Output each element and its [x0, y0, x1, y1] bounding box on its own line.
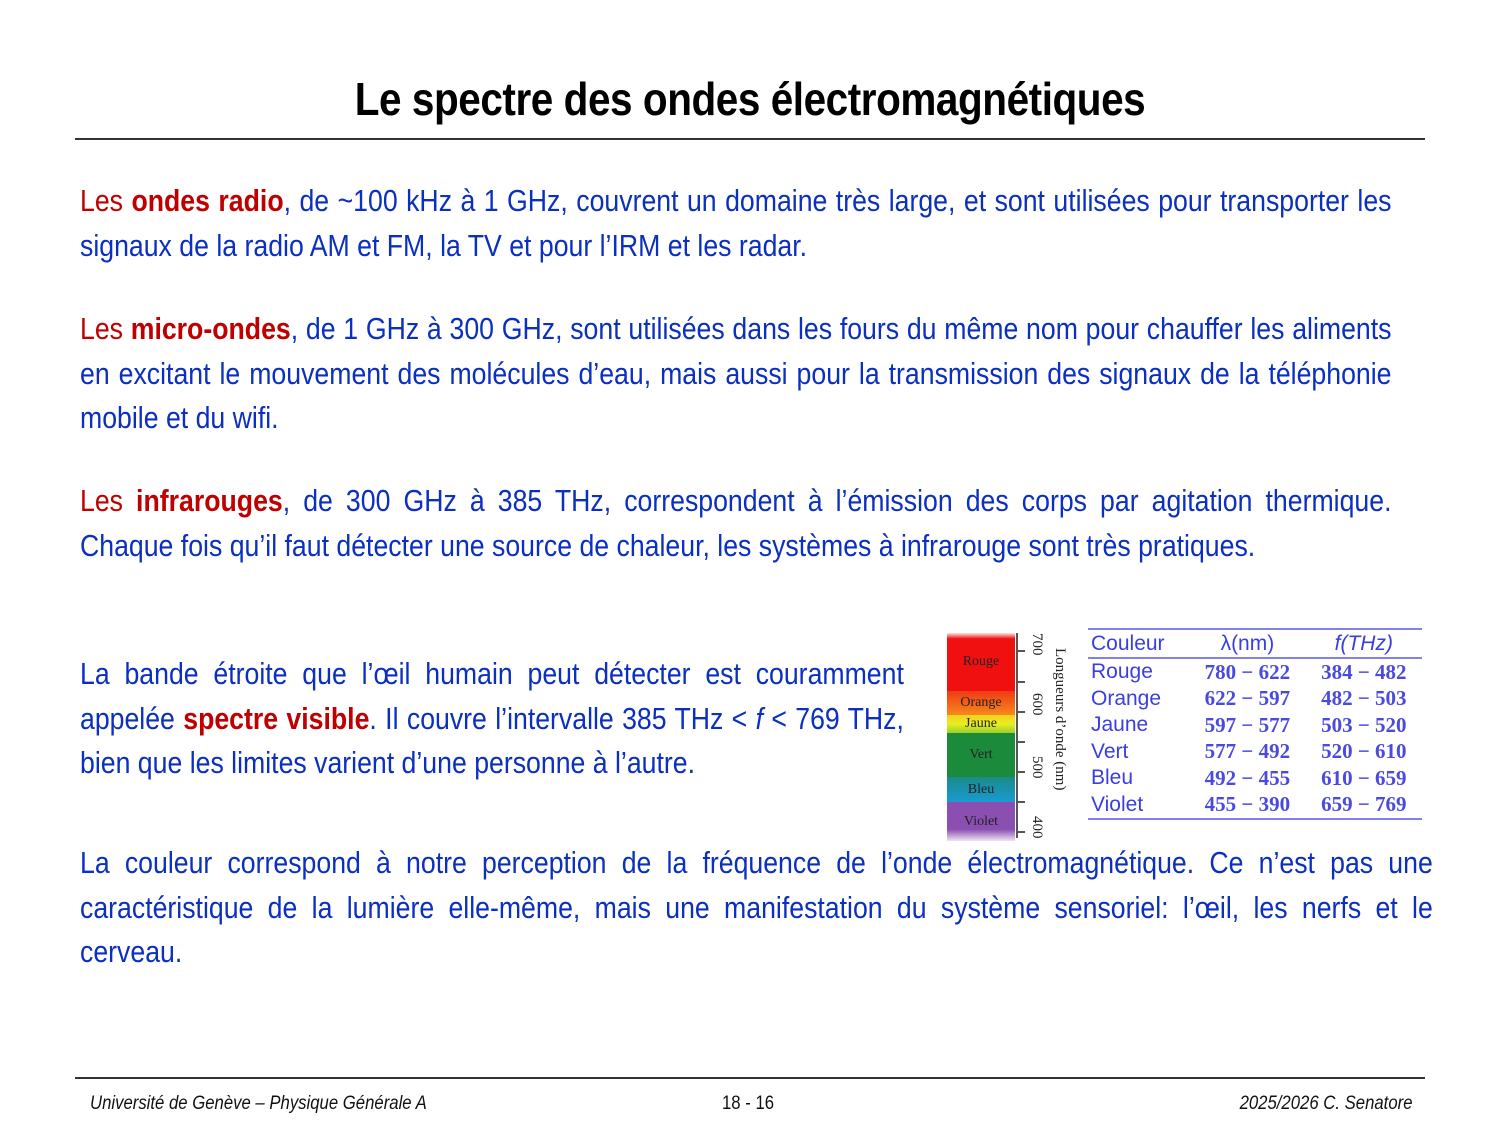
paragraph-body: , de 1 GHz à 300 GHz, sont utilisées dans les fours du même nom pour chauffer les aliments en excitant le mouvement des molécules d’eau, mais aussi pour la transmission des signaux de la téléphonie mobile et du wifi. — [80, 311, 1392, 435]
slide-title: Le spectre des ondes électromagnétiques — [354, 73, 1146, 125]
band-bleu — [947, 777, 1015, 802]
paragraph-body: La couleur correspond à notre perception de la fréquence de l’onde électromagnétique. Ce n’est pas une caractéristique de la lumière elle-même, mais une manifestation du système sensoriel: l’œil, les nerfs et le cerveau. — [80, 845, 1433, 969]
paragraph-infrared — [80, 479, 1500, 568]
term-spectre-visible: spectre visible — [183, 700, 370, 736]
term-micro-ondes: micro-ondes — [130, 311, 291, 346]
axis-tick-label: 400 — [1029, 816, 1045, 839]
table-cell: 780 − 622 — [1204, 659, 1291, 684]
table-row — [1088, 658, 1422, 686]
table-row — [1088, 686, 1422, 713]
footer-author-year: 2025/2026 C. Senatore — [1239, 1093, 1412, 1114]
table-cell: Rouge — [1091, 660, 1153, 684]
band-label: Violet — [963, 813, 999, 829]
table-cell: Jaune — [1091, 713, 1149, 737]
table-cell: Orange — [1091, 686, 1162, 710]
paragraph-lead: Les — [80, 483, 137, 518]
frequency-variable: f — [755, 700, 764, 736]
title-divider — [75, 138, 1425, 140]
band-label: Bleu — [967, 781, 995, 797]
band-rouge — [947, 633, 1015, 691]
band-label: Vert — [969, 747, 993, 762]
band-label: Jaune — [965, 716, 997, 731]
table-row — [1088, 765, 1422, 792]
paragraph-body: , de ~100 kHz à 1 GHz, couvrent un domaine très large, et sont utilisées pour transporter les signaux de la radio AM et FM, la TV et pour l’IRM et les radar. — [80, 183, 1392, 263]
paragraph-color-perception — [80, 841, 1500, 975]
table-cell: 492 − 455 — [1204, 765, 1291, 790]
table-header-row — [1088, 629, 1422, 658]
footer-institution: Université de Genève – Physique Générale A — [90, 1093, 427, 1114]
band-jaune — [947, 715, 1015, 733]
paragraph-lead: La bande étroite que l’œil humain peut détecter est couramment appelée — [80, 656, 904, 736]
band-violet — [947, 802, 1015, 841]
table-cell: 577 − 492 — [1204, 739, 1291, 764]
axis-tick — [1016, 681, 1025, 683]
table-cell: 597 − 577 — [1204, 712, 1291, 737]
table-row — [1088, 792, 1422, 820]
axis-tick — [1016, 711, 1025, 713]
table-cell: 384 − 482 — [1321, 659, 1407, 684]
footer-page-number: 18 - 16 — [722, 1093, 775, 1114]
paragraph-body: < 769 THz, bien que les limites varient d’une personne à l’autre. — [80, 700, 904, 780]
table-cell: Bleu — [1091, 766, 1134, 790]
color-wavelength-frequency-table — [1088, 628, 1422, 820]
paragraph-lead: Les — [80, 311, 131, 346]
column-header-couleur: Couleur — [1088, 629, 1189, 658]
paragraph-lead: Les — [80, 183, 132, 218]
table-row — [1088, 739, 1422, 766]
table-cell: 503 − 520 — [1321, 712, 1407, 737]
column-header-wavelength: λ(nm) — [1189, 629, 1305, 658]
table-cell: Vert — [1091, 739, 1129, 763]
axis-title: Longueurs d’onde (nm) — [1052, 648, 1068, 791]
paragraph-mid: . Il couvre l’intervalle 385 THz < — [369, 700, 756, 736]
axis-tick-label: 700 — [1029, 633, 1045, 656]
table-cell: 482 − 503 — [1321, 686, 1407, 711]
wavelength-axis — [1016, 633, 1018, 838]
term-ondes-radio: ondes radio — [131, 183, 284, 218]
paragraph-radio-waves — [80, 179, 1500, 268]
table-cell: 622 − 597 — [1204, 686, 1291, 711]
table-cell: 610 − 659 — [1321, 765, 1407, 790]
table-cell: 520 − 610 — [1321, 739, 1407, 764]
paragraph-body: , de 300 GHz à 385 THz, correspondent à l’émission des corps par agitation thermique. Chaque fois qu’il faut détecter une source de chaleur, les systèmes à infrarouge sont très pratiques. — [80, 483, 1392, 563]
footer-divider — [75, 1077, 1425, 1079]
paragraph-microwaves — [80, 307, 1500, 441]
term-infrarouges: infrarouges — [136, 483, 283, 518]
band-label: Rouge — [962, 654, 1000, 669]
table-row — [1088, 712, 1422, 739]
axis-tick-label: 500 — [1029, 756, 1045, 779]
axis-tick — [1016, 741, 1025, 743]
axis-tick — [1016, 771, 1025, 773]
table-cell: 659 − 769 — [1306, 792, 1422, 820]
band-vert — [947, 733, 1015, 777]
visible-spectrum-bar — [947, 633, 1019, 841]
table-cell: 455 − 390 — [1189, 792, 1305, 820]
table-cell: Violet — [1088, 792, 1189, 820]
column-header-frequency: f(THz) — [1306, 629, 1422, 658]
paragraph-visible-spectrum — [80, 652, 1038, 786]
axis-tick — [1016, 650, 1025, 652]
band-label: Orange — [960, 695, 1002, 710]
axis-tick-label: 600 — [1029, 693, 1045, 716]
axis-tick — [1016, 801, 1025, 803]
axis-tick — [1016, 831, 1025, 833]
band-orange — [947, 691, 1015, 715]
